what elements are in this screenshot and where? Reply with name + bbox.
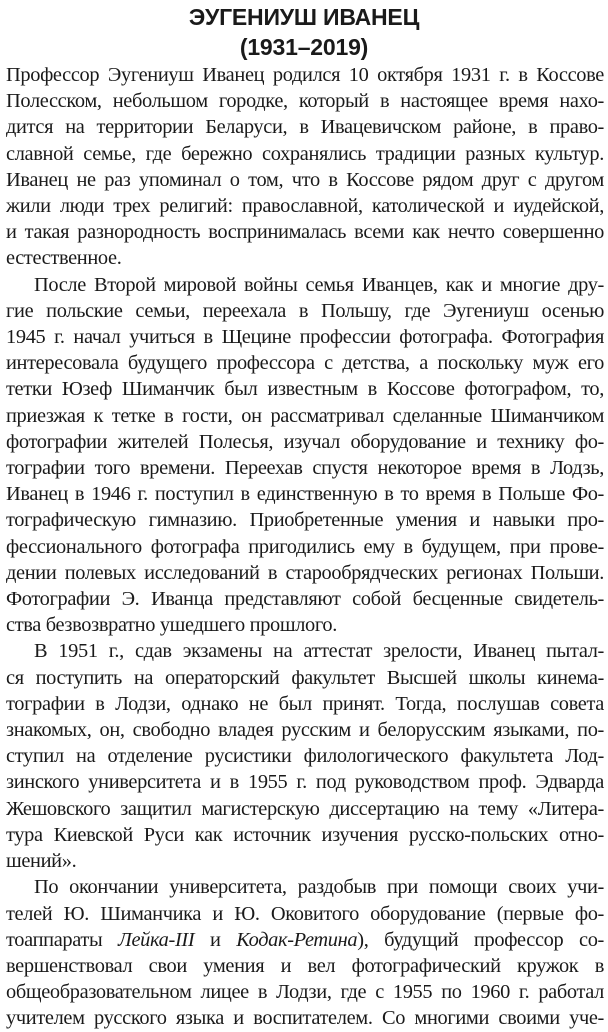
text-line: ступил на отделение русистики филологического факультета Лод- [6,745,604,768]
text-line: вершенствовал свои умения и вел фотографический кружок в [6,954,604,977]
text-fragment: тоаппараты [6,928,118,951]
text-line: тографии того времени. Переехав спустя некоторое время в Лодзь, [6,457,604,480]
text-line: славной семье, где бережно сохранялись традиции разных культур. [6,142,604,165]
heading-title: ЭУГЕНИУШ ИВАНЕЦ [188,4,420,30]
text-line: телей Ю. Шиманчика и Ю. Оковитого оборудование (первые фо- [6,902,604,925]
text-line: интересовала будущего профессора с детства, а поскольку муж его [6,352,604,375]
text-line: ся поступить на операторский факультет Высшей школы кинема- [6,666,604,689]
text-line: В 1951 г., сдав экзамены на аттестат зрелости, Иванец пытал- [34,640,604,663]
text-line: Жешовского защитил магистерскую диссертацию на тему «Литера- [6,797,604,820]
text-line: шений». [6,850,77,873]
text-line-with-italics [6,927,604,953]
text-line: учителем русского языка и воспитателем. Со многими своими уче- [6,1007,604,1030]
text-line: 1945 г. начал учиться в Щецине профессии фотографа. Фотография [6,326,604,349]
text-line: После Второй мировой войны семья Иванцев, как и многие дру- [34,273,604,296]
camera-name-leica: Лейка-III [118,928,195,951]
text-line: знакомых, он, свободно владея русским и белорусским языками, по- [6,719,604,742]
text-line: и такая разнородность воспринималась всеми как нечто совершенно [6,221,604,244]
text-line: Полесском, небольшом городке, который в настоящее время нахо- [6,90,604,113]
text-line: дении полевых исследований в старообрядческих регионах Польши. [6,561,604,584]
text-line: ства безвозвратно ушедшего прошлого. [6,614,338,637]
text-line: Фотографии Э. Иванца представляют собой бесценные свидетель- [6,588,604,611]
text-line: Иванец в 1946 г. поступил в единственную в то время в Польше Фо- [6,483,604,506]
paragraph-1 [6,62,604,272]
text-line: Профессор Эугениуш Иванец родился 10 октября 1931 г. в Коссове [6,64,604,86]
text-line: жили люди трех религий: православной, католической и иудейской, [6,195,604,218]
text-line: приезжая к тетке в гости, он рассматривал сделанные Шиманчиком [6,404,604,427]
text-line: фессионального фотографа пригодились ему в будущем, при прове- [6,535,604,558]
text-line: тографии в Лодзи, однако не был принят. Тогда, послушав совета [6,692,604,715]
text-line: фотографии жителей Полесья, изучал оборудование и технику фо- [6,430,604,453]
text-fragment: и [194,928,237,951]
text-fragment: ), будущий профессор со- [357,928,605,951]
article-body [6,62,604,1032]
paragraph-4 [6,874,604,1031]
heading-years: (1931–2019) [239,34,369,60]
text-line: тетки Юзеф Шиманчик был известным в Коссове фотографом, то, [6,378,604,401]
text-line: Иванец не раз упоминал о том, что в Коссове рядом друг с другом [6,168,604,191]
text-line: По окончании университета, раздобыв при помощи своих учи- [34,876,604,899]
article-heading [0,0,608,62]
camera-name-kodak: Кодак-Ретина [236,928,358,951]
text-line: естественное. [6,247,122,270]
text-line: зинского университета и в 1955 г. под руководством проф. Эдварда [6,771,604,794]
paragraph-3 [6,638,604,874]
text-line: общеобразовательном лицее в Лодзи, где с 1955 по 1960 г. работал [6,981,604,1004]
text-line: дится на территории Беларуси, в Ивацевичском районе, в право- [6,116,604,139]
text-line: тура Киевской Руси как источник изучения русско-польских отно- [6,823,604,846]
paragraph-2 [6,272,604,639]
text-line: гие польские семьи, переехала в Польшу, где Эугениуш осенью [6,299,604,322]
text-line: тографическую гимназию. Приобретенные умения и навыки про- [6,509,604,532]
